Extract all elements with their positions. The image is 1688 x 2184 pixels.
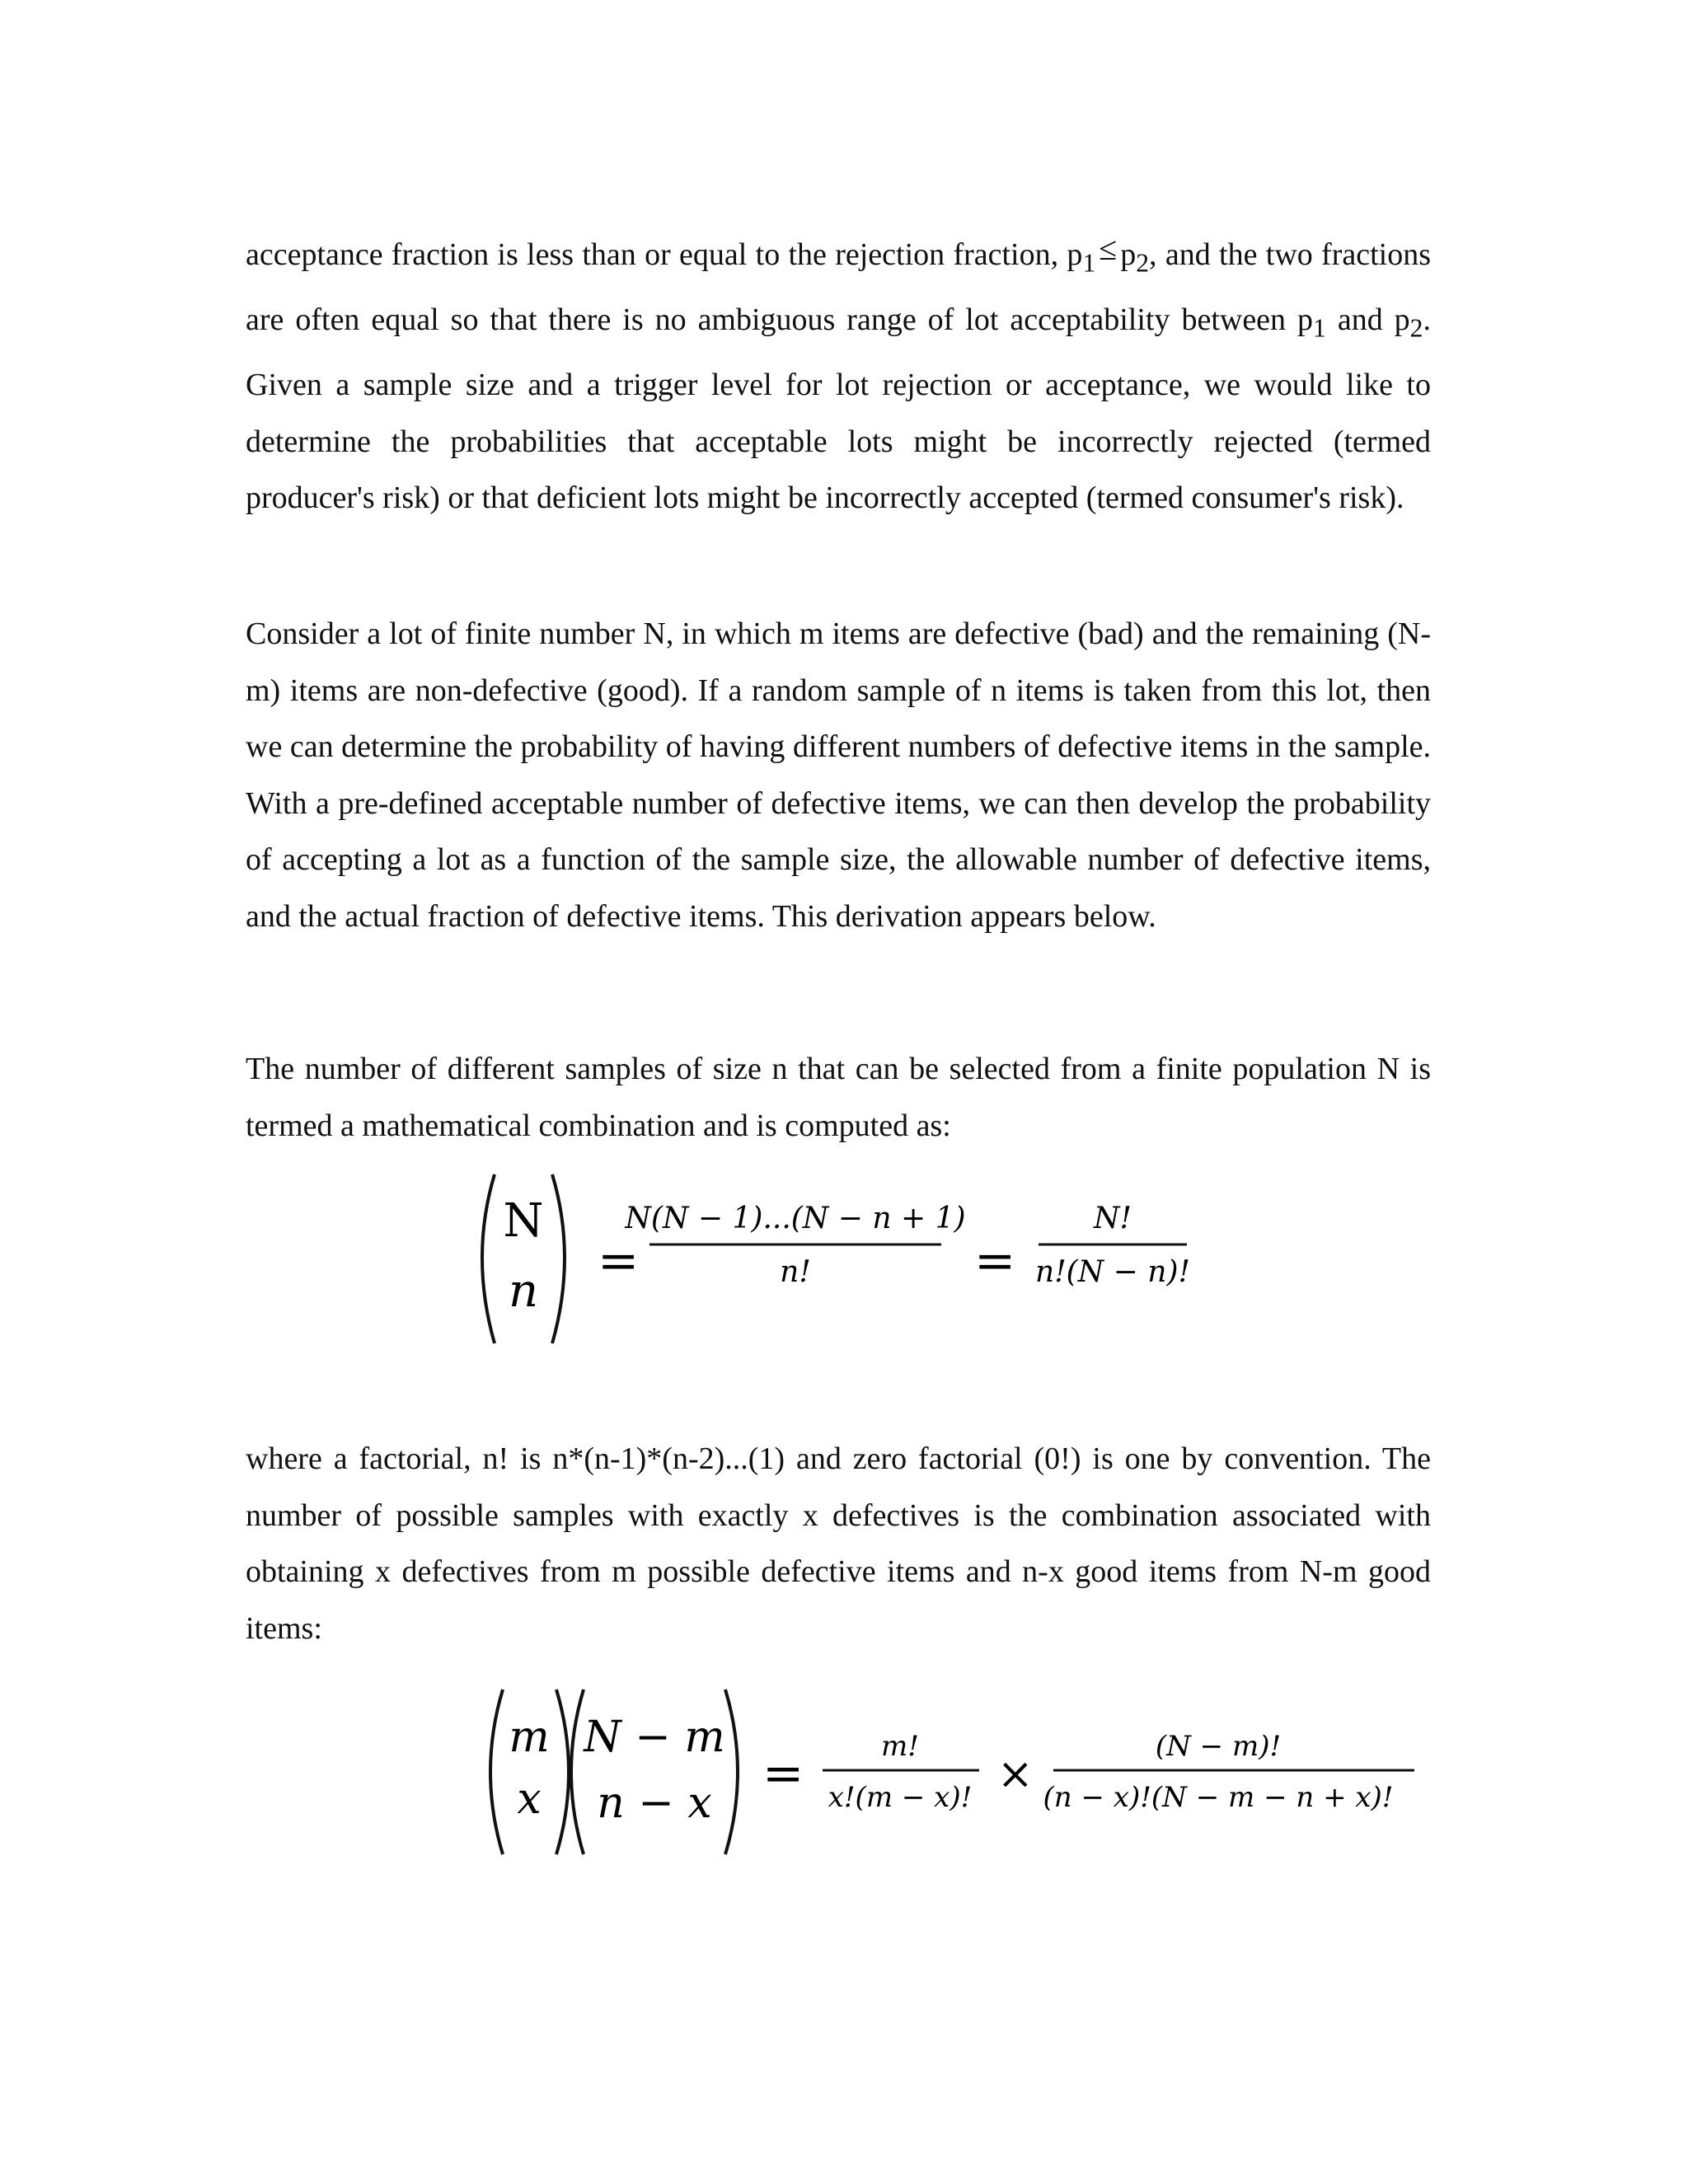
subscript: 1 <box>1313 313 1326 343</box>
fraction2-numerator: N! <box>1094 1202 1132 1235</box>
equation-defective-samples <box>478 1673 1426 1879</box>
paragraph-factorial-explanation: where a factorial, n! is n*(n-1)*(n-2)...(1) and zero factorial (0!) is one by convention. The number of possible samples with exactly x defectives is the combination associated with obtaining x defectives from m possible defective items and n-x good items from N-m good items: <box>246 1441 1431 1646</box>
fraction1-numerator: N(N − 1)...(N − n + 1) <box>625 1202 966 1235</box>
subscript: 2 <box>1136 248 1150 278</box>
paragraph-risk-definitions <box>246 226 1431 527</box>
fraction2-numerator: (N − m)! <box>1155 1730 1282 1763</box>
left-paren <box>482 1174 495 1343</box>
right-paren <box>725 1690 738 1854</box>
fraction1-denominator: n! <box>780 1255 811 1289</box>
subscript: 2 <box>1409 313 1423 343</box>
equals-sign: = <box>974 1232 1016 1290</box>
right-paren <box>556 1690 569 1854</box>
text-run: acceptance fraction is less than or equal to the rejection fraction, p <box>246 237 1083 272</box>
equation-defective-samples-svg <box>478 1673 1426 1879</box>
left-paren <box>571 1690 584 1854</box>
right-paren <box>552 1174 565 1343</box>
fraction2-denominator: n!(N − n)! <box>1035 1255 1190 1289</box>
binom-bottom: n <box>508 1264 539 1318</box>
binom2-top: N − m <box>584 1713 725 1762</box>
times-sign: × <box>997 1750 1034 1799</box>
text-run: and p <box>1325 302 1410 338</box>
left-paren <box>490 1690 503 1854</box>
text-run: p <box>1120 237 1137 272</box>
fraction1-numerator: m! <box>881 1730 919 1763</box>
paragraph-combination-intro: The number of different samples of size n that can be selected from a finite population N is termed a mathematical combination and is computed as: <box>246 1052 1431 1143</box>
paragraph-lot-description: Consider a lot of finite number N, in which m items are defective (bad) and the remaining (N-m) items are non-defective (good). If a random sample of n items is taken from this lot, then we can determine the probability of having different numbers of defective items in the sample. With a pre-defined acceptable number of defective items, we can then develop the probability of accepting a lot as a function of the sample size, the allowable number of defective items, and the actual fraction of defective items. This derivation appears below. <box>246 616 1431 934</box>
fraction2-denominator: (n − x)!(N − m − n + x)! <box>1043 1781 1394 1814</box>
equation-combination <box>462 1162 1203 1360</box>
text-run: . Given a sample size and a trigger level for lot rejection or acceptance, we would like to determine the probabilities that acceptable lots might be incorrectly rejected (termed producer's risk) or that deficient lots might be incorrectly accepted (termed consumer's risk). <box>246 302 1431 516</box>
fraction1-denominator: x!(m − x)! <box>828 1781 973 1814</box>
equals-sign: = <box>598 1232 640 1290</box>
text-run: , and the two fractions are often equal so that there is no ambiguous range of lot acceptability between p <box>246 237 1432 338</box>
subscript: 1 <box>1082 248 1096 278</box>
binom1-top: m <box>509 1713 550 1762</box>
binom2-bottom: n − x <box>597 1779 712 1828</box>
equation-combination-svg <box>462 1162 1203 1360</box>
binom1-bottom: x <box>517 1774 542 1824</box>
binom-top: N <box>503 1194 544 1248</box>
less-equal-symbol: ≤ <box>1099 230 1118 267</box>
equals-sign: = <box>762 1745 804 1802</box>
